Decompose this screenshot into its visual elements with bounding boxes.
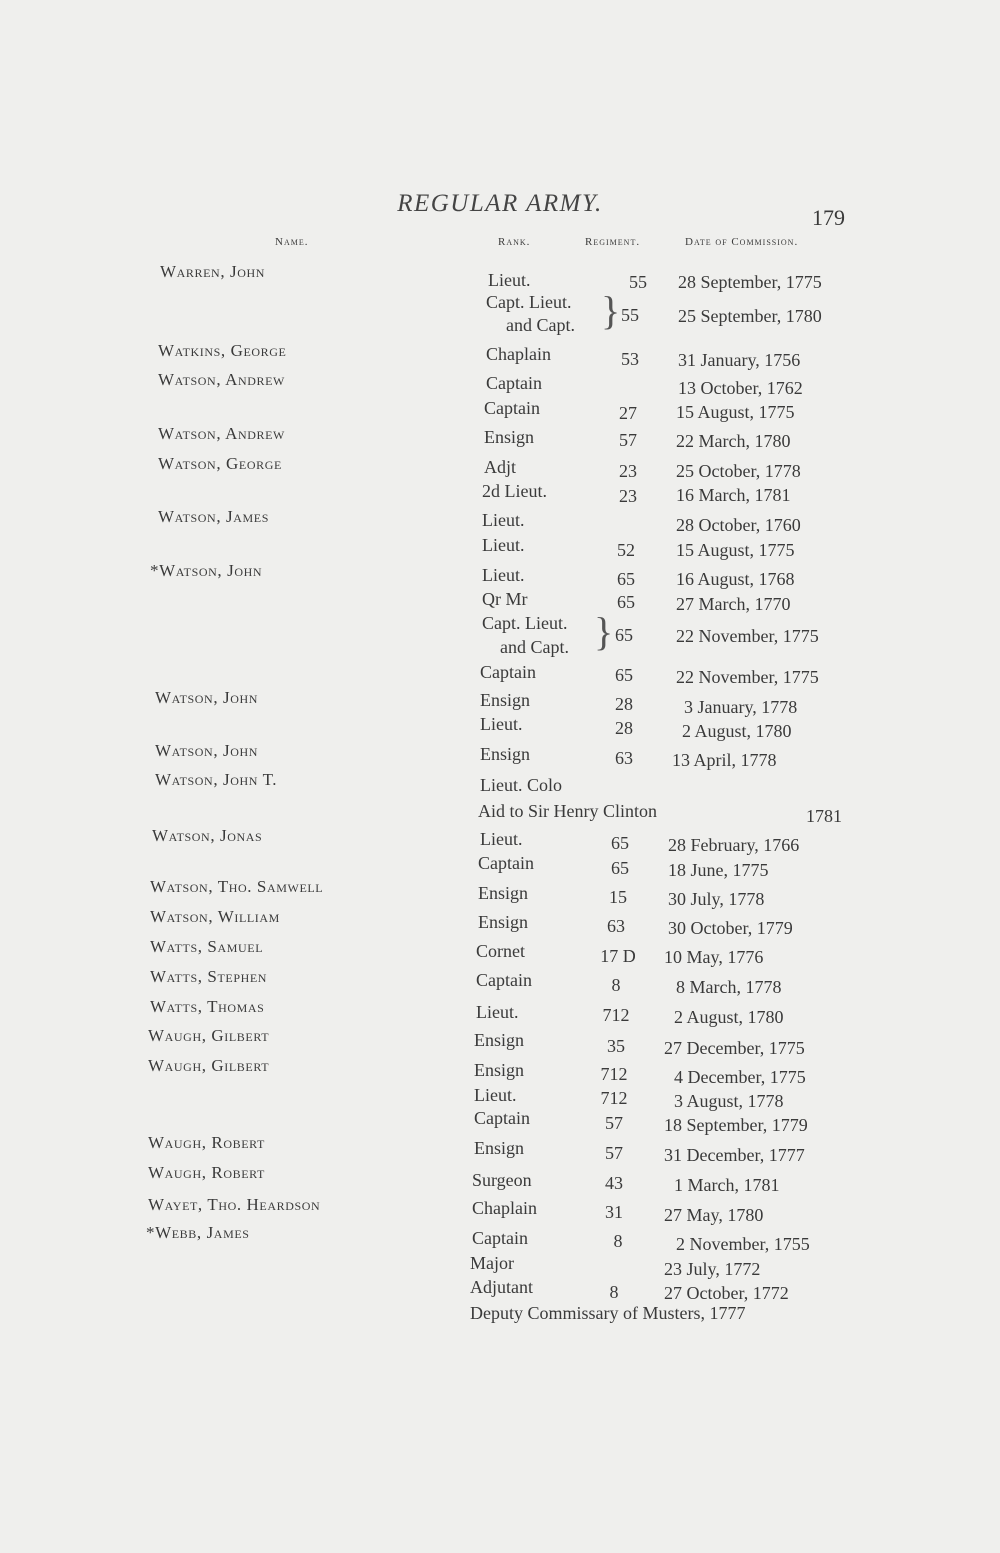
officer-name: Watson, John T. [155,770,278,789]
commission-date-cell: 23 July, 1772 [664,1259,761,1279]
regiment-cell: 65 [611,858,629,878]
rank-cell: Ensign [480,690,531,710]
commission-date-cell: 27 May, 1780 [664,1205,764,1225]
regiment-cell: 57 [605,1113,623,1133]
officer-name: *Watson, John [150,561,263,580]
rank-cell: Ensign [474,1030,525,1050]
commission-date-cell: 28 September, 1775 [678,272,822,292]
rank-cell: Cornet [476,941,525,961]
regiment-cell: 31 [605,1202,623,1222]
commission-date-cell: 1 March, 1781 [674,1175,780,1195]
officer-name: Watson, James [158,507,269,526]
officer-name: Watson, John [155,741,259,760]
officer-name: Watson, William [150,907,280,926]
officer-name: Watts, Samuel [150,937,264,956]
commission-date-cell: 31 January, 1756 [678,350,801,370]
rank-cell: Adjt [484,457,517,477]
commission-date-cell: 25 September, 1780 [678,306,822,326]
regiment-cell: 35 [607,1036,625,1056]
regiment-cell: 65 [615,625,633,645]
regiment-cell: 55 [621,305,639,325]
regiment-cell: 65 [615,665,633,685]
rank-cell: Captain [472,1228,528,1248]
commission-date-cell: 27 December, 1775 [664,1038,805,1058]
rank-cell: Captain [480,662,536,682]
officer-name: Waugh, Robert [148,1163,265,1182]
regiment-cell: 17 D [600,946,636,966]
commission-date-cell: 13 October, 1762 [678,378,803,398]
rank-cell: Captain [474,1108,530,1128]
regiment-cell: 57 [619,430,637,450]
rank-cell-continued: and Capt. [500,637,569,657]
brace-mark: } [601,288,621,333]
commission-date-cell: 2 November, 1755 [676,1234,810,1254]
commission-date-cell: 3 August, 1778 [674,1091,784,1111]
rank-cell: Captain [486,373,542,393]
rank-cell: Surgeon [472,1170,532,1190]
commission-date-cell: 25 October, 1778 [676,461,801,481]
rank-cell: Chaplain [486,344,551,364]
regiment-cell: 8 [611,975,621,995]
rank-cell: Chaplain [472,1198,537,1218]
officer-name: Waugh, Gilbert [148,1026,270,1045]
rank-cell: Major [470,1253,514,1273]
commission-date-cell: 1781 [806,806,842,826]
rank-cell: Lieut. [480,829,523,849]
officer-name: *Webb, James [146,1223,250,1242]
regiment-cell: 28 [615,718,633,738]
regiment-cell: 65 [617,569,635,589]
officer-name: Watts, Thomas [150,997,265,1016]
commission-date-cell: 15 August, 1775 [676,402,795,422]
regiment-cell: 52 [617,540,635,560]
rank-cell: Ensign [478,912,529,932]
officer-name: Waugh, Robert [148,1133,265,1152]
officer-name: Watkins, George [158,341,287,360]
commission-date-cell: 3 January, 1778 [684,697,798,717]
officer-name: Watson, Andrew [158,370,285,389]
regiment-cell: 712 [600,1064,628,1084]
officer-name: Waugh, Gilbert [148,1056,270,1075]
regiment-cell: 43 [605,1173,623,1193]
regiment-cell: 53 [621,349,639,369]
commission-date-cell: 28 October, 1760 [676,515,801,535]
commission-date-cell: 30 October, 1779 [668,918,793,938]
regiment-cell: 65 [617,592,635,612]
rank-cell: Captain [484,398,540,418]
regiment-cell: 712 [600,1088,628,1108]
regiment-cell: 65 [611,833,629,853]
rank-cell: Capt. Lieut. [486,292,572,312]
rank-cell: Lieut. [482,535,525,555]
officer-name: Watson, Tho. Samwell [150,877,324,896]
commission-date-cell: 22 March, 1780 [676,431,791,451]
officer-name: Warren, John [160,262,266,281]
rank-cell: Captain [478,853,534,873]
officer-name: Watson, John [155,688,259,707]
column-header-name: Name. [275,236,309,248]
rank-cell: Lieut. [476,1002,519,1022]
commission-date-cell: 22 November, 1775 [676,667,819,687]
regiment-cell: 55 [629,272,647,292]
regiment-cell: 57 [605,1143,623,1163]
rank-cell: Ensign [478,883,529,903]
regiment-cell: 23 [619,486,637,506]
rank-cell: Ensign [474,1060,525,1080]
commission-date-cell: 28 February, 1766 [668,835,800,855]
regiment-cell: 63 [615,748,633,768]
regiment-cell: 712 [602,1005,630,1025]
officer-name: Watson, Andrew [158,424,285,443]
commission-date-cell: 4 December, 1775 [674,1067,806,1087]
rank-cell: Qr Mr [482,589,528,609]
commission-date-cell: 13 April, 1778 [672,750,777,770]
rank-cell: Lieut. [488,270,531,290]
commission-date-cell: 22 November, 1775 [676,626,819,646]
regiment-cell: 28 [615,694,633,714]
commission-date-cell: 31 December, 1777 [664,1145,805,1165]
commission-date-cell: 27 March, 1770 [676,594,791,614]
rank-cell: Lieut. Colo [480,775,562,795]
commission-date-cell: 18 September, 1779 [664,1115,808,1135]
page-number: 179 [812,205,845,230]
regiment-cell: 27 [619,403,637,423]
regiment-cell: 8 [613,1231,623,1251]
officer-name: Watson, Jonas [152,826,263,845]
rank-cell: Lieut. [474,1085,517,1105]
commission-date-cell: 8 March, 1778 [676,977,782,997]
rank-cell: 2d Lieut. [482,481,547,501]
officer-name: Wayet, Tho. Heardson [148,1195,321,1214]
column-header-rank: Rank. [498,236,531,248]
officer-name: Watts, Stephen [150,967,268,986]
commission-date-cell: 30 July, 1778 [668,889,765,909]
commission-date-cell: 2 August, 1780 [674,1007,784,1027]
brace-mark: } [594,609,614,654]
regiment-cell: 8 [609,1282,619,1302]
regiment-cell: 63 [607,916,625,936]
rank-cell: Adjutant [470,1277,533,1297]
regiment-cell: 23 [619,461,637,481]
commission-date-cell: 27 October, 1772 [664,1283,789,1303]
commission-date-cell: 15 August, 1775 [676,540,795,560]
rank-cell: Ensign [474,1138,525,1158]
rank-cell: Deputy Commissary of Musters, 1777 [470,1303,746,1323]
rank-cell-continued: and Capt. [506,315,575,335]
rank-cell: Aid to Sir Henry Clinton [478,801,657,821]
rank-cell: Capt. Lieut. [482,613,568,633]
commission-date-cell: 16 August, 1768 [676,569,795,589]
commission-date-cell: 16 March, 1781 [676,485,791,505]
rank-cell: Ensign [480,744,531,764]
running-title: REGULAR ARMY. [397,190,603,217]
officer-name: Watson, George [158,454,282,473]
commission-date-cell: 10 May, 1776 [664,947,764,967]
rank-cell: Lieut. [482,565,525,585]
column-header-date: Date of Commission. [685,236,799,248]
rank-cell: Lieut. [480,714,523,734]
rank-cell: Lieut. [482,510,525,530]
regiment-cell: 15 [609,887,627,907]
rank-cell: Ensign [484,427,535,447]
column-header-regiment: Regiment. [585,236,641,248]
commission-date-cell: 2 August, 1780 [682,721,792,741]
commission-date-cell: 18 June, 1775 [668,860,769,880]
rank-cell: Captain [476,970,532,990]
